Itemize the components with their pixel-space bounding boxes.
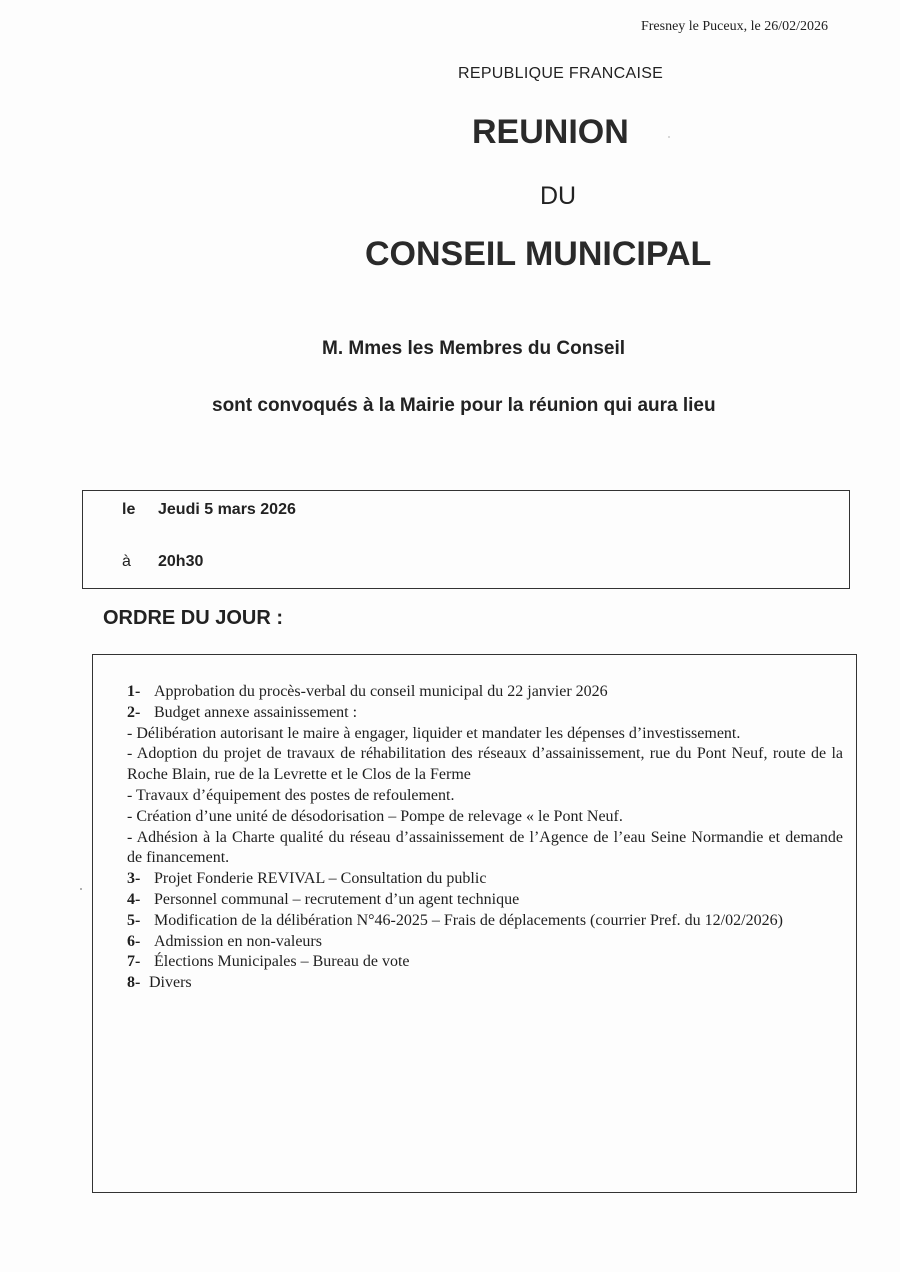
agenda-item [127, 952, 843, 973]
agenda-item-text: Approbation du procès-verbal du conseil municipal du 22 janvier 2026 [154, 683, 608, 700]
convocation-addressees: M. Mmes les Membres du Conseil [322, 338, 626, 359]
agenda-subitem: - Adhésion à la Charte qualité du réseau d’assainissement de l’Agence de l’eau Seine Normandie et demande de financement. [127, 828, 843, 867]
agenda-item-text: Personnel communal – recrutement d’un agent technique [154, 890, 520, 908]
agenda-item-number: 2- [127, 703, 141, 721]
agenda-list [127, 682, 843, 994]
agenda-subitem: - Adoption du projet de travaux de réhabilitation des réseaux d’assainissement, rue du Pont Neuf, route de la Roche Blain, rue de la Levrette et le Clos de la Ferme [127, 745, 843, 784]
agenda-item-text: Élections Municipales – Bureau de vote [154, 953, 410, 971]
agenda-item [127, 911, 843, 932]
meeting-date: Jeudi 5 mars 2026 [158, 501, 296, 518]
date-prefix: le [122, 501, 136, 518]
scan-speck [80, 888, 82, 890]
convocation-statement: sont convoqués à la Mairie pour la réunion qui aura lieu [212, 395, 716, 416]
time-prefix: à [122, 553, 131, 570]
agenda-item [127, 682, 843, 703]
agenda-item-number: 3- [127, 870, 141, 888]
agenda-item [127, 869, 843, 890]
agenda-item [127, 973, 843, 994]
title-du: DU [540, 182, 577, 210]
agenda-item-number: 6- [127, 932, 141, 950]
agenda-item-number: 1- [127, 683, 141, 700]
republique-heading: REPUBLIQUE FRANCAISE [458, 65, 664, 82]
agenda-item [127, 703, 843, 724]
agenda-item-text: Projet Fonderie REVIVAL – Consultation du public [154, 870, 487, 888]
meeting-time: 20h30 [158, 553, 204, 570]
agenda-subitem: - Création d’une unité de désodorisation – Pompe de relevage « le Pont Neuf. [127, 807, 623, 825]
meeting-date-row [122, 501, 296, 519]
agenda-subitem: - Travaux d’équipement des postes de refoulement. [127, 786, 455, 804]
meeting-datetime-box [82, 490, 850, 589]
agenda-subitem: - Délibération autorisant le maire à engager, liquider et mandater les dépenses d’investissement. [127, 724, 741, 742]
title-reunion: REUNION [472, 113, 629, 151]
agenda-item [127, 932, 843, 953]
agenda-item [127, 890, 843, 911]
agenda-item-text: Modification de la délibération N°46-2025 – Frais de déplacements (courrier Pref. du 12/02/2026) [154, 911, 783, 929]
agenda-item-number: 7- [127, 953, 141, 971]
agenda-item-text: Budget annexe assainissement : [154, 703, 358, 721]
scan-speck [668, 136, 670, 138]
agenda-item-number: 8- [127, 974, 141, 992]
agenda-item-number: 4- [127, 890, 141, 908]
title-conseil-municipal: CONSEIL MUNICIPAL [365, 235, 712, 273]
agenda-item-text: Divers [149, 974, 192, 992]
agenda-title: ORDRE DU JOUR : [103, 607, 284, 629]
meeting-time-row [122, 553, 203, 571]
agenda-item-text: Admission en non-valeurs [154, 932, 322, 950]
place-date: Fresney le Puceux, le 26/02/2026 [640, 19, 828, 34]
agenda-box [92, 654, 857, 1193]
agenda-item-number: 5- [127, 911, 141, 929]
